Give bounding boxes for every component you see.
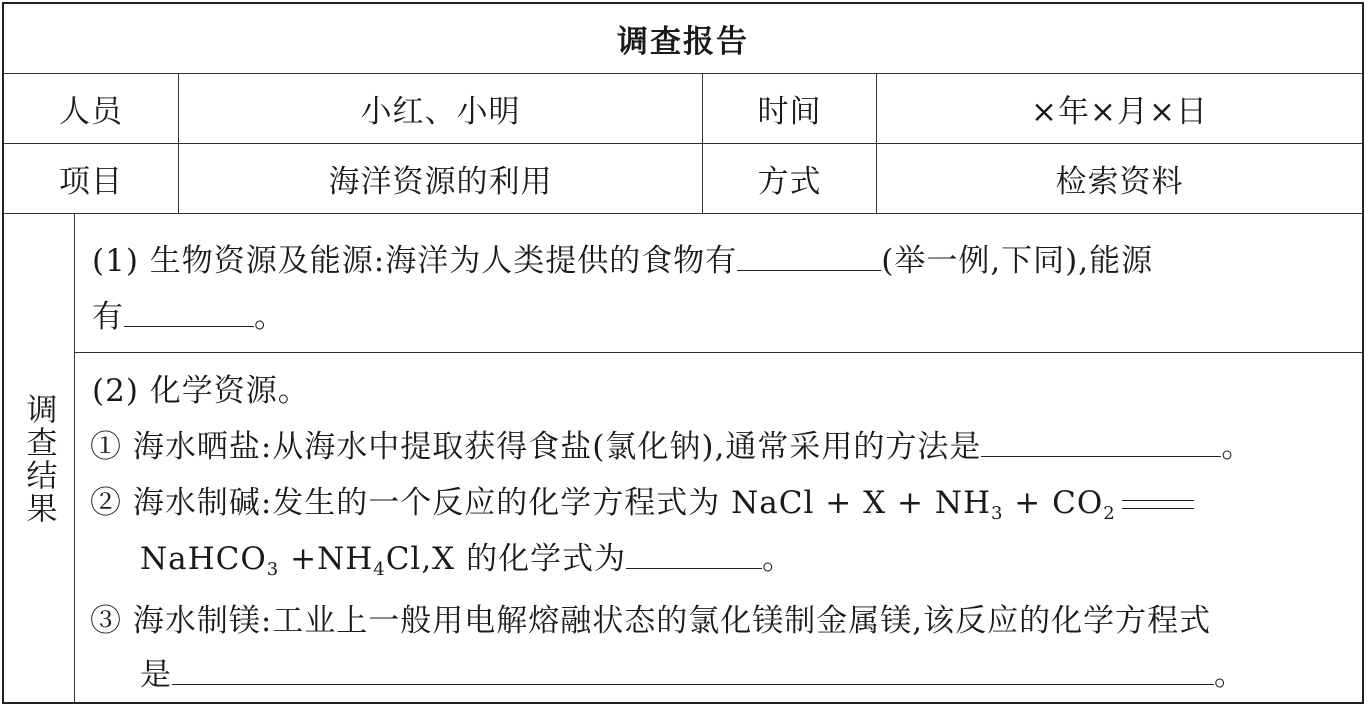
label-time: 时间 [757,94,822,130]
section2-item2-text-a: ② 海水制碱:发生的一个反应的化学方程式为 NaCl + X + NH [90,485,991,521]
section2-item3-line1 [90,590,1211,652]
nh4-text: +NH [279,541,374,577]
section2-item1-end: 。 [1221,429,1254,465]
section2-item2-question: Cl,X 的化学式为 [385,541,627,577]
equals-sign [1122,500,1194,509]
section1-line2 [92,286,286,348]
nh3-subscript: 3 [991,503,1004,524]
results-label: 调查结果 [20,393,57,525]
section1-line2-text-b: 。 [254,299,286,335]
section2-item1-text: ① 海水晒盐:从海水中提取获得食盐(氯化钠),通常采用的方法是 [90,429,982,465]
section2-item3-end: 。 [1214,657,1246,693]
label-people: 人员 [59,94,123,130]
nahco3-text: NaHCO [140,541,267,577]
section2-item3-text: ③ 海水制镁:工业上一般用电解熔融状态的氯化镁制金属镁,该反应的化学方程式 [90,603,1212,639]
nahco3-subscript: 3 [266,559,280,580]
value-method: 检索资料 [1055,164,1184,200]
report-table [2,2,1364,704]
answer-blank-energy[interactable] [124,296,254,327]
answer-blank-method[interactable] [981,426,1221,457]
rule-between-sections [74,352,1362,353]
value-time: ×年×月×日 [1031,94,1208,130]
value-project: 海洋资源的利用 [328,164,553,200]
results-label-cell [4,214,74,704]
report-title: 调查报告 [617,24,749,60]
rule-results-label [74,213,75,702]
section1-line1-text-a: (1) 生物资源及能源:海洋为人类提供的食物有 [92,243,738,279]
section2-item3-line2 [140,644,1246,706]
section2-item2-text-b: + CO [1003,485,1104,521]
answer-blank-equation[interactable] [172,654,1214,685]
answer-blank-food[interactable] [737,240,881,271]
section1-line2-text-a: 有 [92,299,124,335]
section2-heading: (2) 化学资源。 [92,373,310,409]
nh4-subscript: 4 [373,559,386,580]
rule-below-row2 [4,213,1362,214]
section2-item1 [90,416,1253,478]
section1-line1-text-b: (举一例,下同),能源 [881,243,1154,279]
label-method: 方式 [757,164,822,200]
section2-item2-end: 。 [762,541,795,577]
value-people: 小红、小明 [360,94,521,130]
section2-item3-text-b: 是 [140,657,172,693]
answer-blank-formula[interactable] [626,538,762,569]
section1-line1 [92,230,1153,292]
co2-subscript: 2 [1103,503,1116,524]
label-project: 项目 [59,164,123,200]
